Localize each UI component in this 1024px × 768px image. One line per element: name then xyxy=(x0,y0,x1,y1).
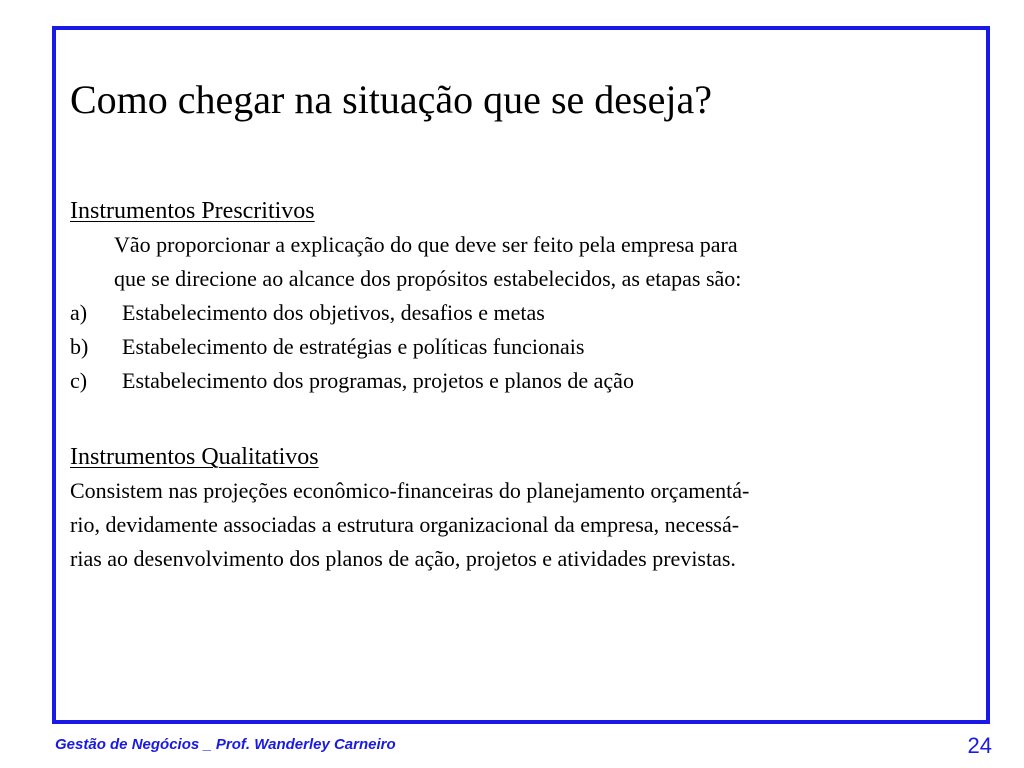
qualitative-section xyxy=(70,440,749,576)
list-item-text: Estabelecimento de estratégias e políticas funcionais xyxy=(122,334,585,359)
page-number: 24 xyxy=(967,733,992,758)
list-marker: b) xyxy=(70,334,89,359)
prescriptive-intro-line-1: Vão proporcionar a explicação do que deve ser feito pela empresa para xyxy=(114,232,738,257)
list-marker: c) xyxy=(70,368,88,393)
qualitative-line-1: Consistem nas projeções econômico-financeiras do planejamento orçamentá- xyxy=(70,478,750,503)
qualitative-line-2: rio, devidamente associadas a estrutura organizacional da empresa, necessá- xyxy=(70,512,740,537)
list-item xyxy=(70,330,741,364)
prescriptive-section xyxy=(70,194,741,398)
list-item xyxy=(70,364,741,398)
qualitative-heading: Instrumentos Qualitativos xyxy=(70,444,319,470)
footer-course: Gestão de Negócios _ Prof. Wanderley Carneiro xyxy=(55,736,396,753)
prescriptive-heading: Instrumentos Prescritivos xyxy=(70,198,315,224)
list-item-text: Estabelecimento dos programas, projetos e planos de ação xyxy=(122,368,634,393)
slide-title: Como chegar na situação que se deseja? xyxy=(70,77,712,122)
prescriptive-intro-line-2: que se direcione ao alcance dos propósitos estabelecidos, as etapas são: xyxy=(114,266,742,291)
list-item xyxy=(70,296,741,330)
list-marker: a) xyxy=(70,300,88,325)
qualitative-line-3: rias ao desenvolvimento dos planos de ação, projetos e atividades previstas. xyxy=(70,546,736,571)
list-item-text: Estabelecimento dos objetivos, desafios e metas xyxy=(122,300,545,325)
